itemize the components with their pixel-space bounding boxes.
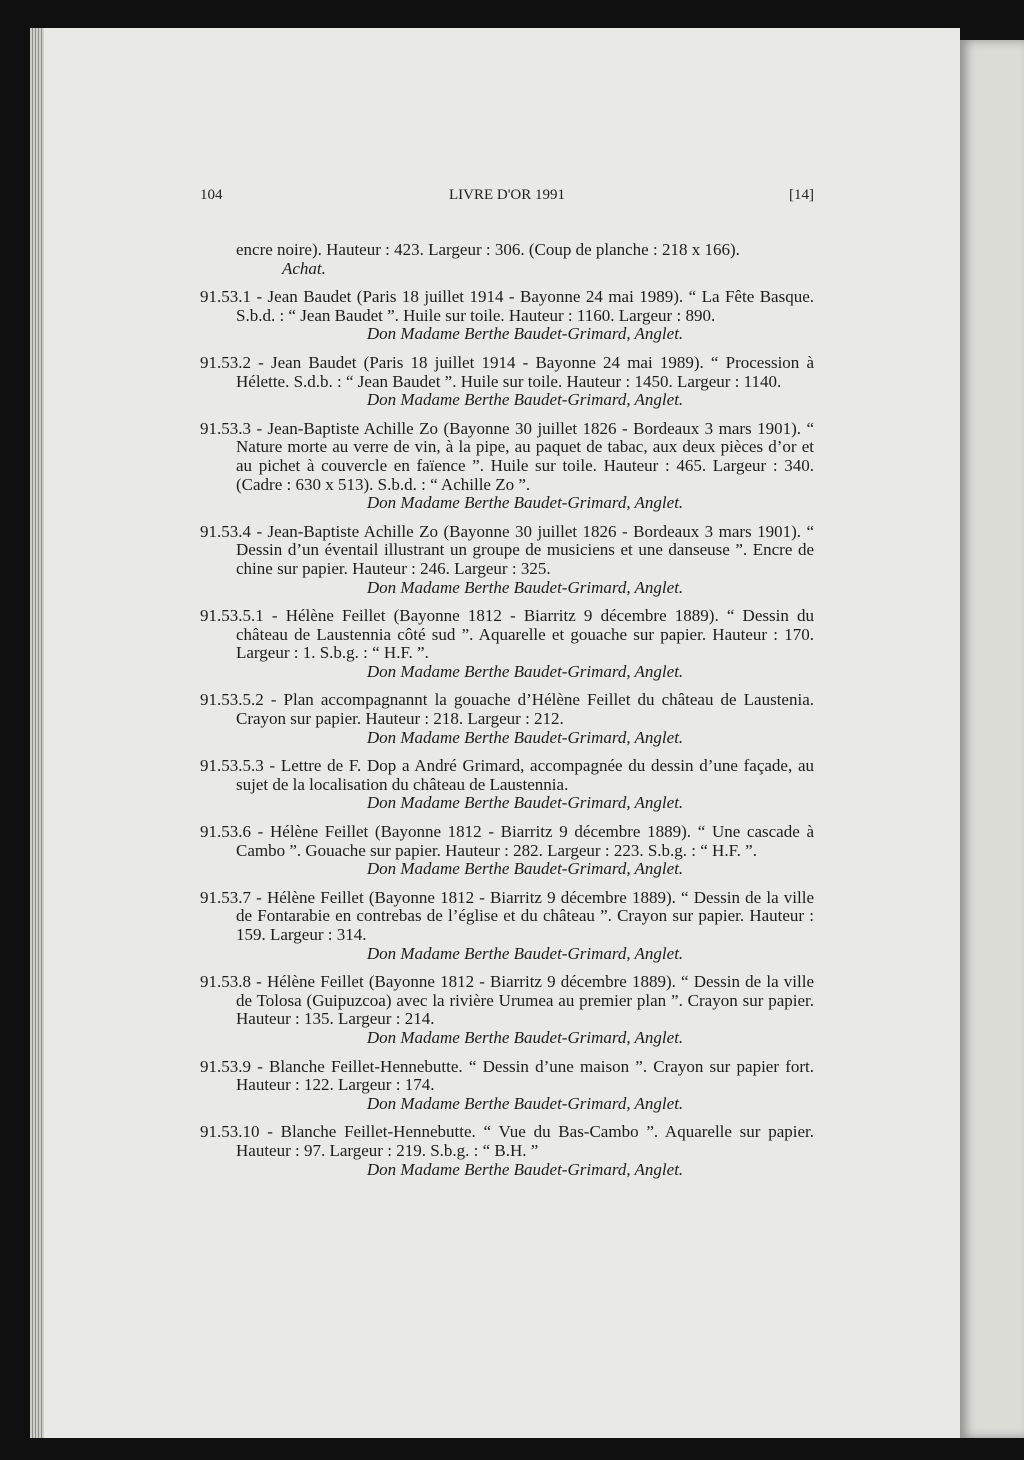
facing-page-edge (960, 40, 1024, 1438)
entry-text: 91.53.5.1 - Hélène Feillet (Bayonne 1812 - Biarritz 9 décembre 1889). “ Dessin du château de Laustennia côté sud ”. Aquarelle et gouache sur papier. Hauteur : 170. Largeur : 1. S.b.g. : “ H.F. ”. (200, 606, 814, 663)
catalogue-entry (200, 523, 814, 597)
entry-donor: Don Madame Berthe Baudet-Grimard, Anglet. (366, 661, 684, 681)
catalogue-entry (200, 607, 814, 681)
entry-text: 91.53.8 - Hélène Feillet (Bayonne 1812 - Biarritz 9 décembre 1889). “ Dessin de la ville de Tolosa (Guipuzcoa) avec la rivière Urumea au premier plan ”. Crayon sur papier. Hauteur : 135. Largeur : 214. (200, 972, 814, 1029)
running-head (200, 187, 814, 211)
entry-text: 91.53.4 - Jean-Baptiste Achille Zo (Bayonne 30 juillet 1826 - Bordeaux 3 mars 1901). “ Dessin d’un éventail illustrant un groupe de musiciens et une danseuse ”. Encre de chine sur papier. Hauteur : 246. Largeur : 325. (200, 521, 814, 578)
entry-text: 91.53.1 - Jean Baudet (Paris 18 juillet 1914 - Bayonne 24 mai 1989). “ La Fête Basque. S.b.d. : “ Jean Baudet ”. Huile sur toile. Hauteur : 1160. Largeur : 890. (200, 287, 814, 325)
section-reference: [14] (789, 187, 814, 203)
catalogue-entry (200, 288, 814, 344)
entry-donor: Don Madame Berthe Baudet-Grimard, Anglet. (366, 943, 684, 963)
catalogue-entry (200, 823, 814, 879)
catalogue-entry (200, 889, 814, 963)
catalogue-entry (200, 420, 814, 513)
page-number: 104 (200, 187, 223, 203)
entry-donor: Don Madame Berthe Baudet-Grimard, Anglet. (366, 324, 684, 344)
entry-text: 91.53.2 - Jean Baudet (Paris 18 juillet 1914 - Bayonne 24 mai 1989). “ Procession à Hélette. S.d.b. : “ Jean Baudet ”. Huile sur toile. Hauteur : 1450. Largeur : 1140. (200, 352, 814, 391)
entry-donor: Don Madame Berthe Baudet-Grimard, Anglet. (366, 793, 684, 813)
catalogue-entry (200, 1058, 814, 1114)
catalogue-entry (200, 354, 814, 410)
page-stack-edges (30, 28, 44, 1438)
entry-donor: Don Madame Berthe Baudet-Grimard, Anglet. (366, 1027, 684, 1047)
entry-donor: Don Madame Berthe Baudet-Grimard, Anglet. (366, 390, 684, 410)
entry-text: 91.53.7 - Hélène Feillet (Bayonne 1812 - Biarritz 9 décembre 1889). “ Dessin de la ville de Fontarabie en contrebas de l’église et du château ”. Crayon sur papier. Hauteur : 159. Largeur : 314. (200, 887, 814, 944)
catalogue-entry (200, 691, 814, 747)
continued-text: encre noire). Hauteur : 423. Largeur : 306. (Coup de planche : 218 x 166). (236, 240, 740, 259)
entry-text: 91.53.5.3 - Lettre de F. Dop a André Grimard, accompagnée du dessin d’une façade, au sujet de la localisation du château de Laustennia. (200, 756, 814, 794)
running-title: LIVRE D'OR 1991 (448, 187, 566, 203)
catalogue-entry (200, 973, 814, 1047)
entry-donor: Don Madame Berthe Baudet-Grimard, Anglet. (366, 1159, 684, 1179)
entry-donor: Don Madame Berthe Baudet-Grimard, Anglet. (366, 727, 684, 747)
catalogue-entry (200, 757, 814, 813)
entry-text: 91.53.3 - Jean-Baptiste Achille Zo (Bayonne 30 juillet 1826 - Bordeaux 3 mars 1901). “ Nature morte au verre de vin, à la pipe, au paquet de tabac, aux deux pièces d’or et au pichet à couvercle en faïence ”. Huile sur toile. Hauteur : 465. Largeur : 340. (Cadre : 630 x 513). S.b.d. : “ Achille Zo ”. (200, 418, 814, 494)
entry-text: 91.53.6 - Hélène Feillet (Bayonne 1812 - Biarritz 9 décembre 1889). “ Une cascade à Cambo ”. Gouache sur papier. Hauteur : 282. Largeur : 223. S.b.g. : “ H.F. ”. (200, 822, 814, 860)
entry-donor: Don Madame Berthe Baudet-Grimard, Anglet. (366, 577, 684, 597)
entry-text: 91.53.5.2 - Plan accompagnannt la gouache d’Hélène Feillet du château de Laustenia. Crayon sur papier. Hauteur : 218. Largeur : 212. (200, 690, 814, 729)
catalogue-entry (200, 1123, 814, 1179)
acquisition-note: Achat. (282, 258, 326, 278)
entry-donor: Don Madame Berthe Baudet-Grimard, Anglet. (366, 859, 684, 879)
entry-text: 91.53.9 - Blanche Feillet-Hennebutte. “ Dessin d’une maison ”. Crayon sur papier fort. Hauteur : 122. Largeur : 174. (200, 1056, 814, 1095)
entry-text: 91.53.10 - Blanche Feillet-Hennebutte. “ Vue du Bas-Cambo ”. Aquarelle sur papier. Hauteur : 97. Largeur : 219. S.b.g. : “ B.H. ” (200, 1122, 814, 1160)
catalogue-text (200, 241, 814, 1179)
entry-donor: Don Madame Berthe Baudet-Grimard, Anglet. (366, 493, 684, 513)
entry-donor: Don Madame Berthe Baudet-Grimard, Anglet. (366, 1093, 684, 1113)
